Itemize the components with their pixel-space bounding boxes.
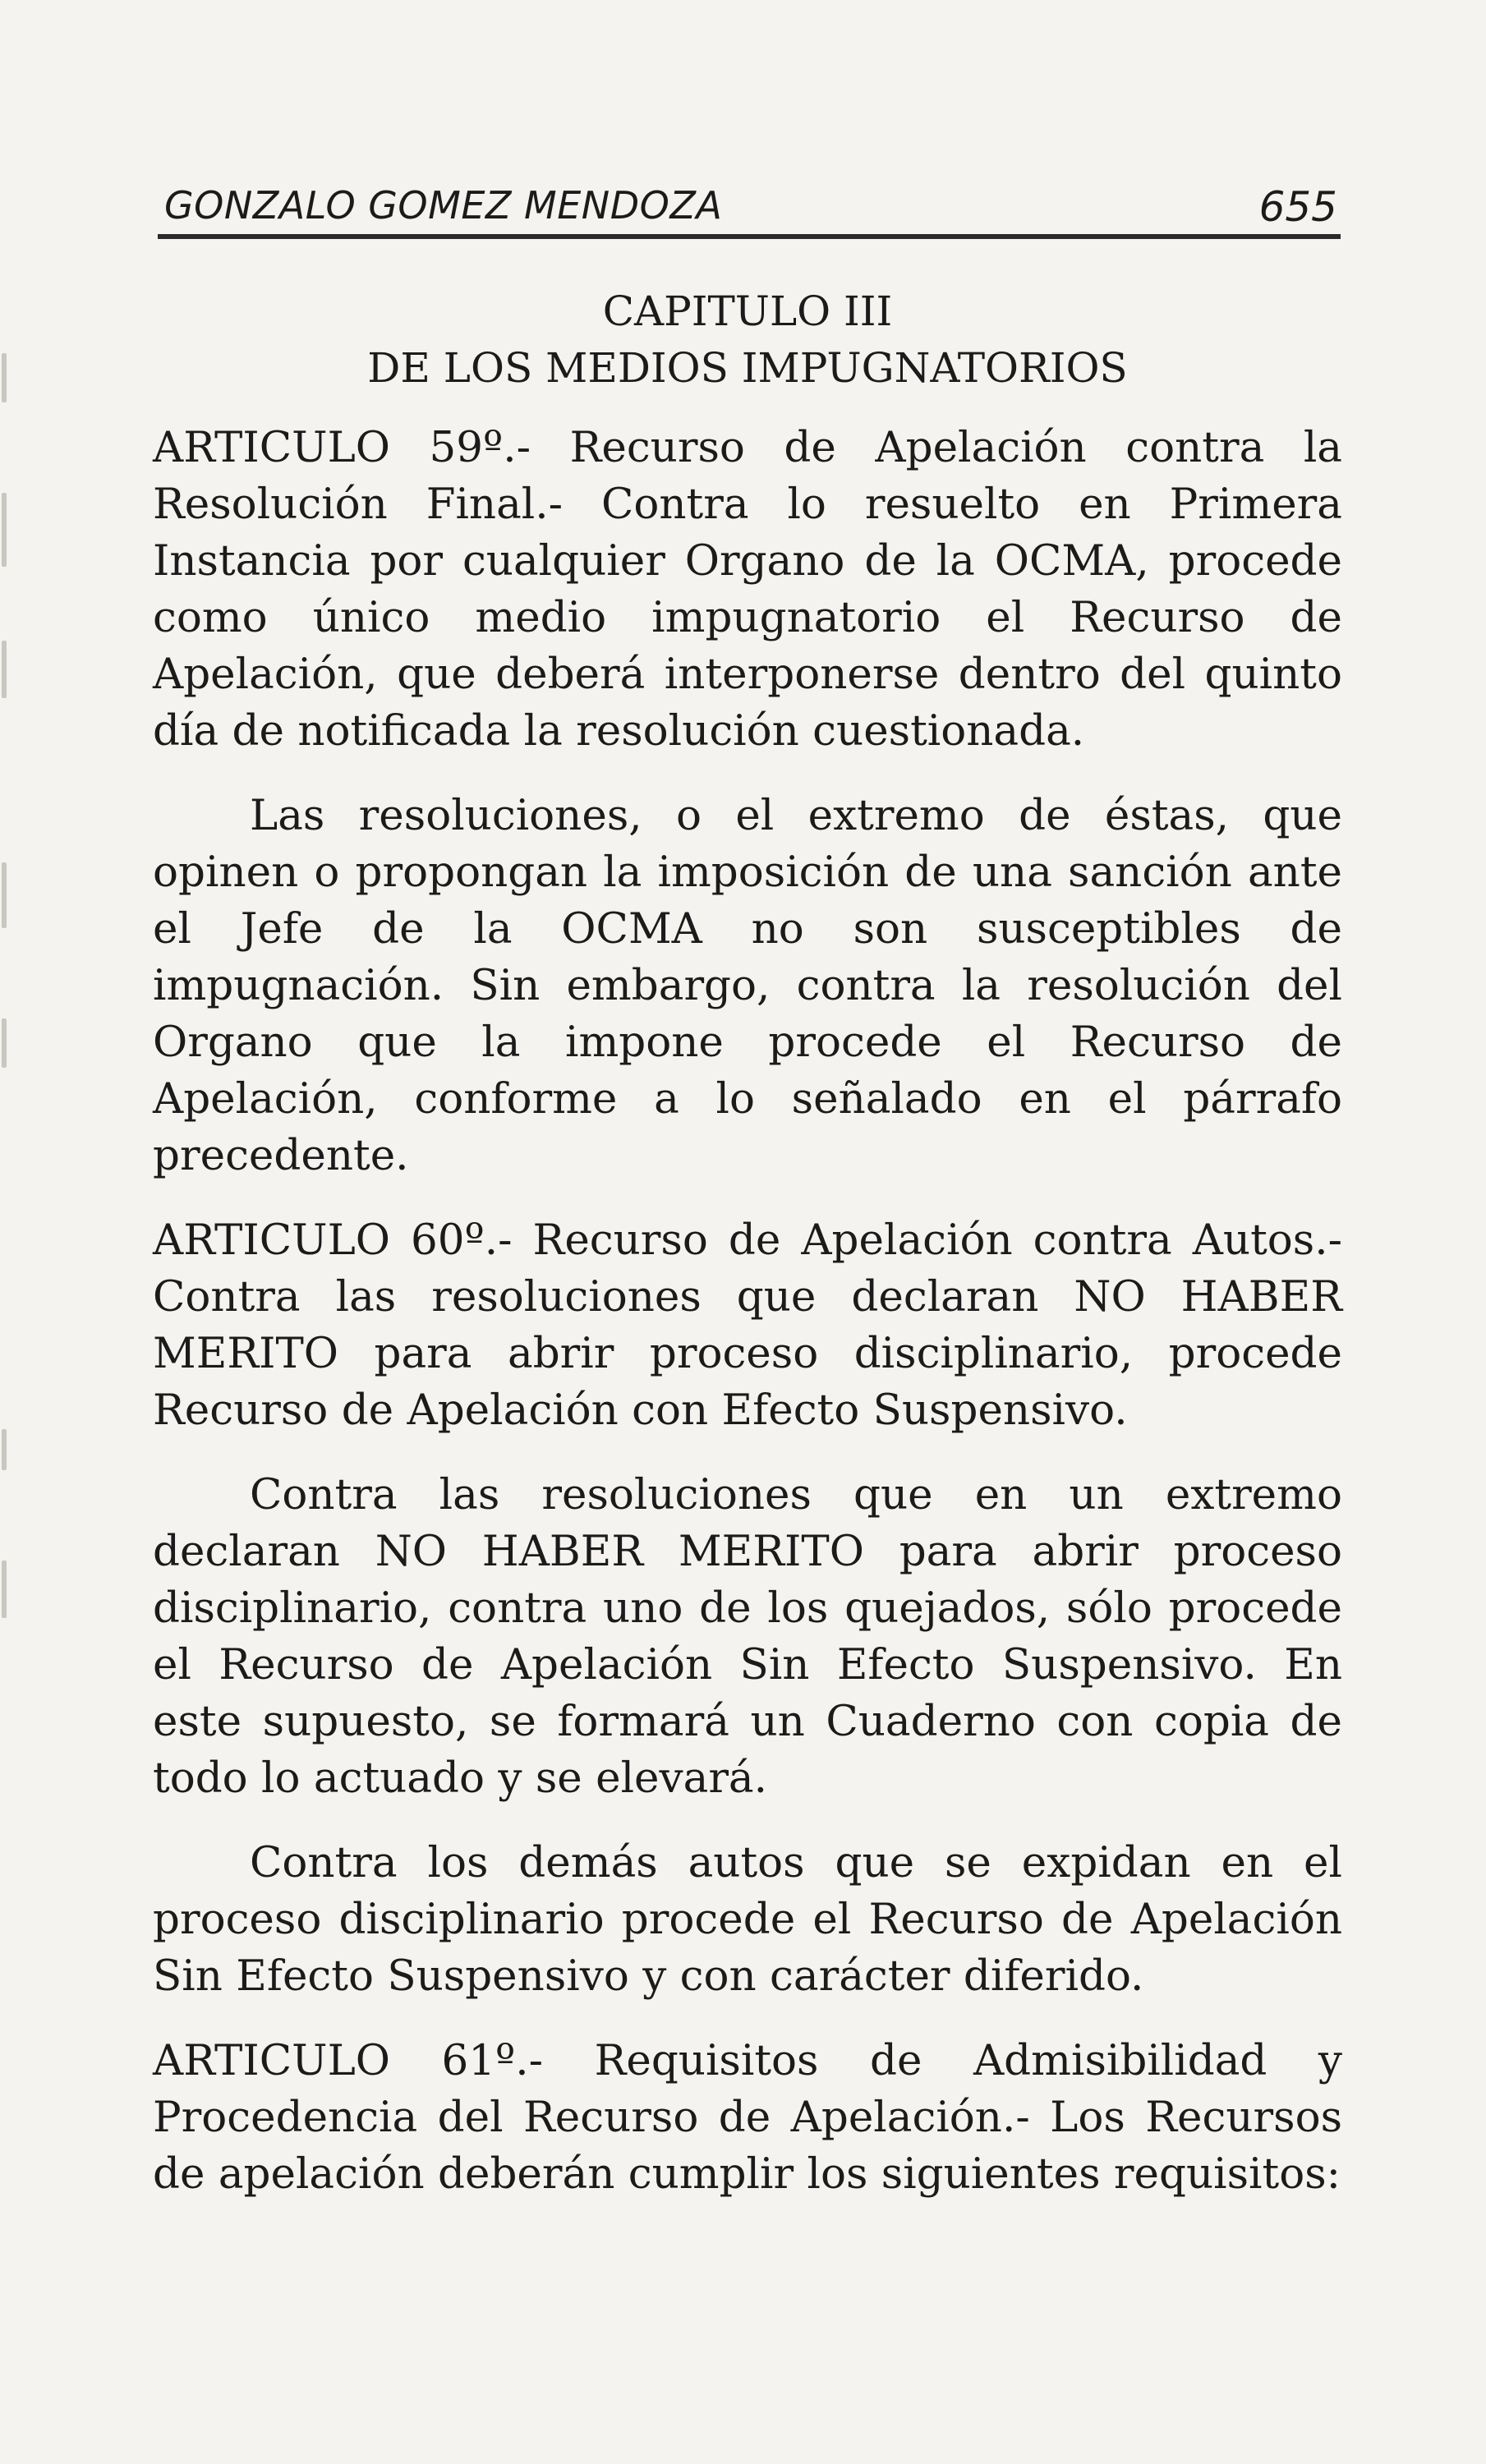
article-60-paragraph-2: Contra las resoluciones que en un extremo declaran NO HABER MERITO para abrir proceso disciplinario, contra uno de los quejados, sólo procede el Recurso de Apelación Sin Efecto Suspensivo. En este supuesto, se formará un Cuaderno con copia de todo lo actuado y se elevará. [153, 1470, 1342, 1803]
header-author: GONZALO GOMEZ MENDOZA [164, 183, 723, 228]
article-60-paragraph-3: Contra los demás autos que se expidan en el proceso disciplinario procede el Recurso de Apelación Sin Efecto Suspensivo y con carácter diferido. [153, 1838, 1342, 2001]
page-edge-mark [2, 493, 7, 567]
article-60-paragraph: ARTICULO 60º.- Recurso de Apelación contra Autos.- Contra las resoluciones que declaran NO HABER MERITO para abrir proceso disciplinario, procede Recurso de Apelación con Efecto Suspensivo. [153, 1216, 1342, 1435]
page-body [153, 283, 1342, 2231]
page-edge-mark [2, 641, 7, 698]
page-number: 655 [1258, 183, 1337, 231]
chapter-subtitle: DE LOS MEDIOS IMPUGNATORIOS [367, 344, 1128, 392]
page-edge-mark [2, 862, 7, 928]
article-61-paragraph: ARTICULO 61º.- Requisitos de Admisibilidad y Procedencia del Recurso de Apelación.- Los Recursos de apelación deberán cumplir los siguientes requisitos: [153, 2036, 1342, 2199]
page-edge-mark [2, 1018, 7, 1068]
article-59-paragraph: ARTICULO 59º.- Recurso de Apelación contra la Resolución Final.- Contra lo resuelto en Primera Instancia por cualquier Organo de la OCMA, procede como único medio impugnatorio el Recurso de Apelación, que deberá interponerse dentro del quinto día de notificada la resolución cuestionada. [153, 423, 1342, 756]
page-edge-mark [2, 1561, 7, 1618]
running-header [158, 168, 1341, 239]
page-edge-mark [2, 353, 7, 402]
article-59-paragraph-2: Las resoluciones, o el extremo de éstas, que opinen o propongan la imposición de una sanción ante el Jefe de la OCMA no son susceptibles de impugnación. Sin embargo, contra la resolución del Organo que la impone procede el Recurso de Apelación, conforme a lo señalado en el párrafo precedente. [153, 791, 1342, 1180]
page-edge-mark [2, 1429, 7, 1470]
chapter-title: CAPITULO III [602, 287, 893, 335]
